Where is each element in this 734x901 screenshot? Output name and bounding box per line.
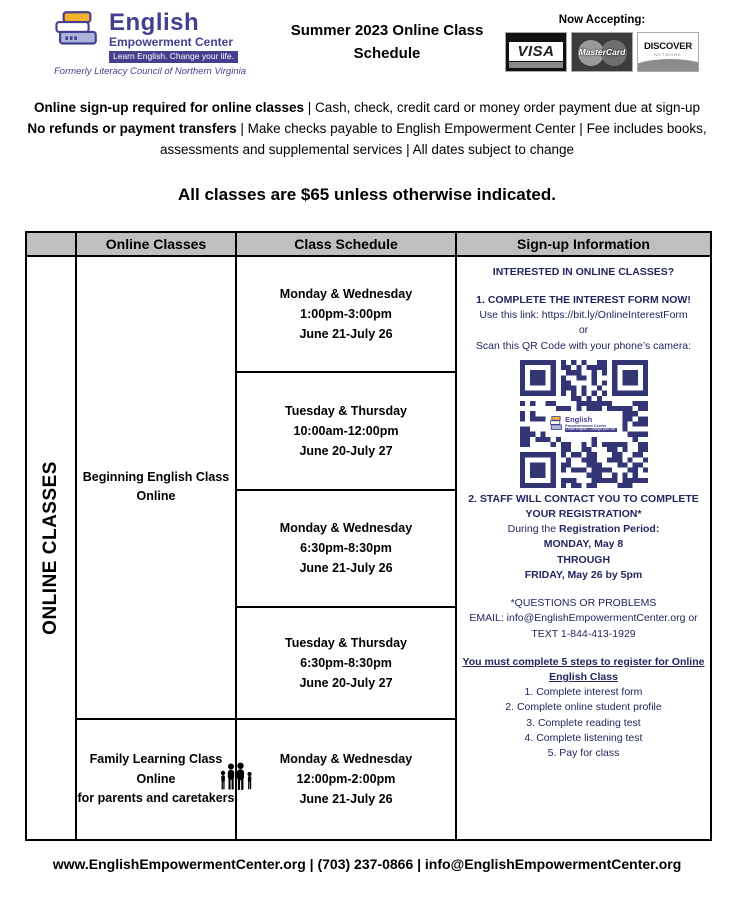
qr-logo-tagline: Learn English. Change your life. <box>566 427 616 432</box>
or-word: or <box>578 324 589 337</box>
mastercard-label: MasterCard <box>578 47 626 57</box>
schedule-4-dates: June 20-July 27 <box>299 675 393 690</box>
col-header-class-schedule: Class Schedule <box>236 232 456 256</box>
mastercard-card-icon <box>571 32 633 72</box>
schedule-1-dates: June 21-July 26 <box>299 326 393 341</box>
steps-heading: You must complete 5 steps to register for Online English Class <box>462 655 705 683</box>
logo-subname: Empowerment Center <box>109 35 234 50</box>
schedule-1-time: 1:00pm-3:00pm <box>300 306 392 321</box>
class-name-beginning-english <box>76 256 236 719</box>
notice-2-rest: | Make checks payable to English Empowerment Center | Fee includes books, assessments and supplemental services | All dates subject to change <box>160 121 707 158</box>
schedule-cell-1 <box>236 256 456 372</box>
schedule-cell-2 <box>236 372 456 490</box>
schedule-5-days: Monday & Wednesday <box>279 752 413 767</box>
schedule-4-days: Tuesday & Thursday <box>284 635 408 650</box>
class-1-line-2: Online <box>136 489 176 504</box>
header <box>0 0 734 77</box>
schedule-2-days: Tuesday & Thursday <box>284 403 408 418</box>
schedule-3-dates: June 21-July 26 <box>299 561 393 576</box>
notice-2-bold: No refunds or payment transfers <box>27 121 237 137</box>
qr-logo-overlay <box>547 411 621 437</box>
interest-form-title: 1. COMPLETE THE INTEREST FORM NOW! <box>476 293 691 306</box>
now-accepting-label: Now Accepting: <box>558 14 646 26</box>
discover-label: DISCOVER <box>643 41 693 52</box>
col-header-signup-information: Sign-up Information <box>456 232 711 256</box>
qr-books-icon <box>550 416 562 431</box>
period-prefix: During the <box>507 523 559 536</box>
schedule-5-time: 12:00pm-2:00pm <box>296 772 396 787</box>
notices <box>19 97 715 161</box>
visa-label: VISA <box>517 43 555 60</box>
interest-form-link[interactable]: https://bit.ly/OnlineInterestForm <box>541 309 688 322</box>
registration-start: MONDAY, May 8 <box>543 538 624 551</box>
step-item-4: 4. Complete listening test <box>524 731 643 744</box>
registration-end: FRIDAY, May 26 by 5pm <box>524 568 643 581</box>
schedule-cell-3 <box>236 490 456 607</box>
step-item-5: 5. Pay for class <box>547 747 620 760</box>
class-2-line-1: Family Learning Class <box>89 752 223 767</box>
col-header-online-classes: Online Classes <box>76 232 236 256</box>
notice-1-bold: Online sign-up required for online classes <box>33 99 305 115</box>
schedule-table <box>25 231 712 841</box>
questions-email: EMAIL: info@EnglishEmpowermentCenter.org or <box>469 612 698 625</box>
interest-form-link-line <box>459 308 708 323</box>
qr-logo-subname: Empowerment Center <box>565 422 607 428</box>
period-bold: Registration Period: <box>559 523 660 536</box>
qr-code <box>520 360 648 488</box>
questions-heading: *QUESTIONS OR PROBLEMS <box>510 597 657 610</box>
price-line: All classes are $65 unless otherwise indicated. <box>178 184 556 204</box>
logo-tagline: Learn English. Change your life. <box>109 51 238 63</box>
page-title: Summer 2023 Online Class Schedule <box>290 22 484 62</box>
class-2-line-2: Online <box>136 771 176 786</box>
step-item-2: 2. Complete online student profile <box>505 701 662 714</box>
footer-contact: www.EnglishEmpowermentCenter.org | (703) 237-0866 | info@EnglishEmpowermentCenter.org <box>52 855 682 872</box>
step-item-3: 3. Complete reading test <box>526 716 641 729</box>
discover-card-icon <box>637 32 699 72</box>
books-icon <box>52 10 102 52</box>
visa-card-icon <box>505 32 567 72</box>
class-1-line-1: Beginning English Class <box>82 469 230 484</box>
logo-name: English <box>109 9 200 36</box>
discover-network-label: NETWORK <box>654 52 682 57</box>
class-2-line-3: for parents and caretakers <box>77 790 235 805</box>
logo-former-name: Formerly Literacy Council of Northern Virginia <box>53 65 246 77</box>
payment-methods <box>500 10 704 72</box>
notice-line-2 <box>19 118 715 161</box>
table-corner-cell <box>26 232 76 256</box>
schedule-4-time: 6:30pm-8:30pm <box>300 655 392 670</box>
link-prefix: Use this link: <box>479 309 542 322</box>
registration-title: 2. STAFF WILL CONTACT YOU TO COMPLETE YOUR REGISTRATION* <box>468 492 699 520</box>
schedule-3-days: Monday & Wednesday <box>279 521 413 536</box>
schedule-2-time: 10:00am-12:00pm <box>293 423 399 438</box>
class-name-family-learning <box>76 719 236 840</box>
eec-logo <box>52 10 248 77</box>
qr-logo-name: English <box>565 414 593 424</box>
schedule-cell-5 <box>236 719 456 840</box>
registration-period-line <box>459 522 708 537</box>
signup-info-cell <box>456 256 711 840</box>
registration-through: THROUGH <box>556 553 611 566</box>
step-item-1: 1. Complete interest form <box>524 686 643 699</box>
side-label-online-classes: ONLINE CLASSES <box>40 460 61 635</box>
schedule-1-days: Monday & Wednesday <box>279 286 413 301</box>
family-icon <box>219 762 255 796</box>
qr-caption: Scan this QR Code with your phone’s camera: <box>475 339 692 352</box>
notice-1-rest: | Cash, check, credit card or money order payment due at sign-up <box>304 99 700 115</box>
schedule-cell-4 <box>236 607 456 719</box>
schedule-5-dates: June 21-July 26 <box>299 792 393 807</box>
schedule-3-time: 6:30pm-8:30pm <box>300 541 392 556</box>
notice-line-1 <box>19 97 715 118</box>
schedule-2-dates: June 20-July 27 <box>299 443 393 458</box>
side-label-cell <box>26 256 76 840</box>
signup-heading: INTERESTED IN ONLINE CLASSES? <box>492 265 675 278</box>
questions-text: TEXT 1-844-413-1929 <box>531 627 636 640</box>
